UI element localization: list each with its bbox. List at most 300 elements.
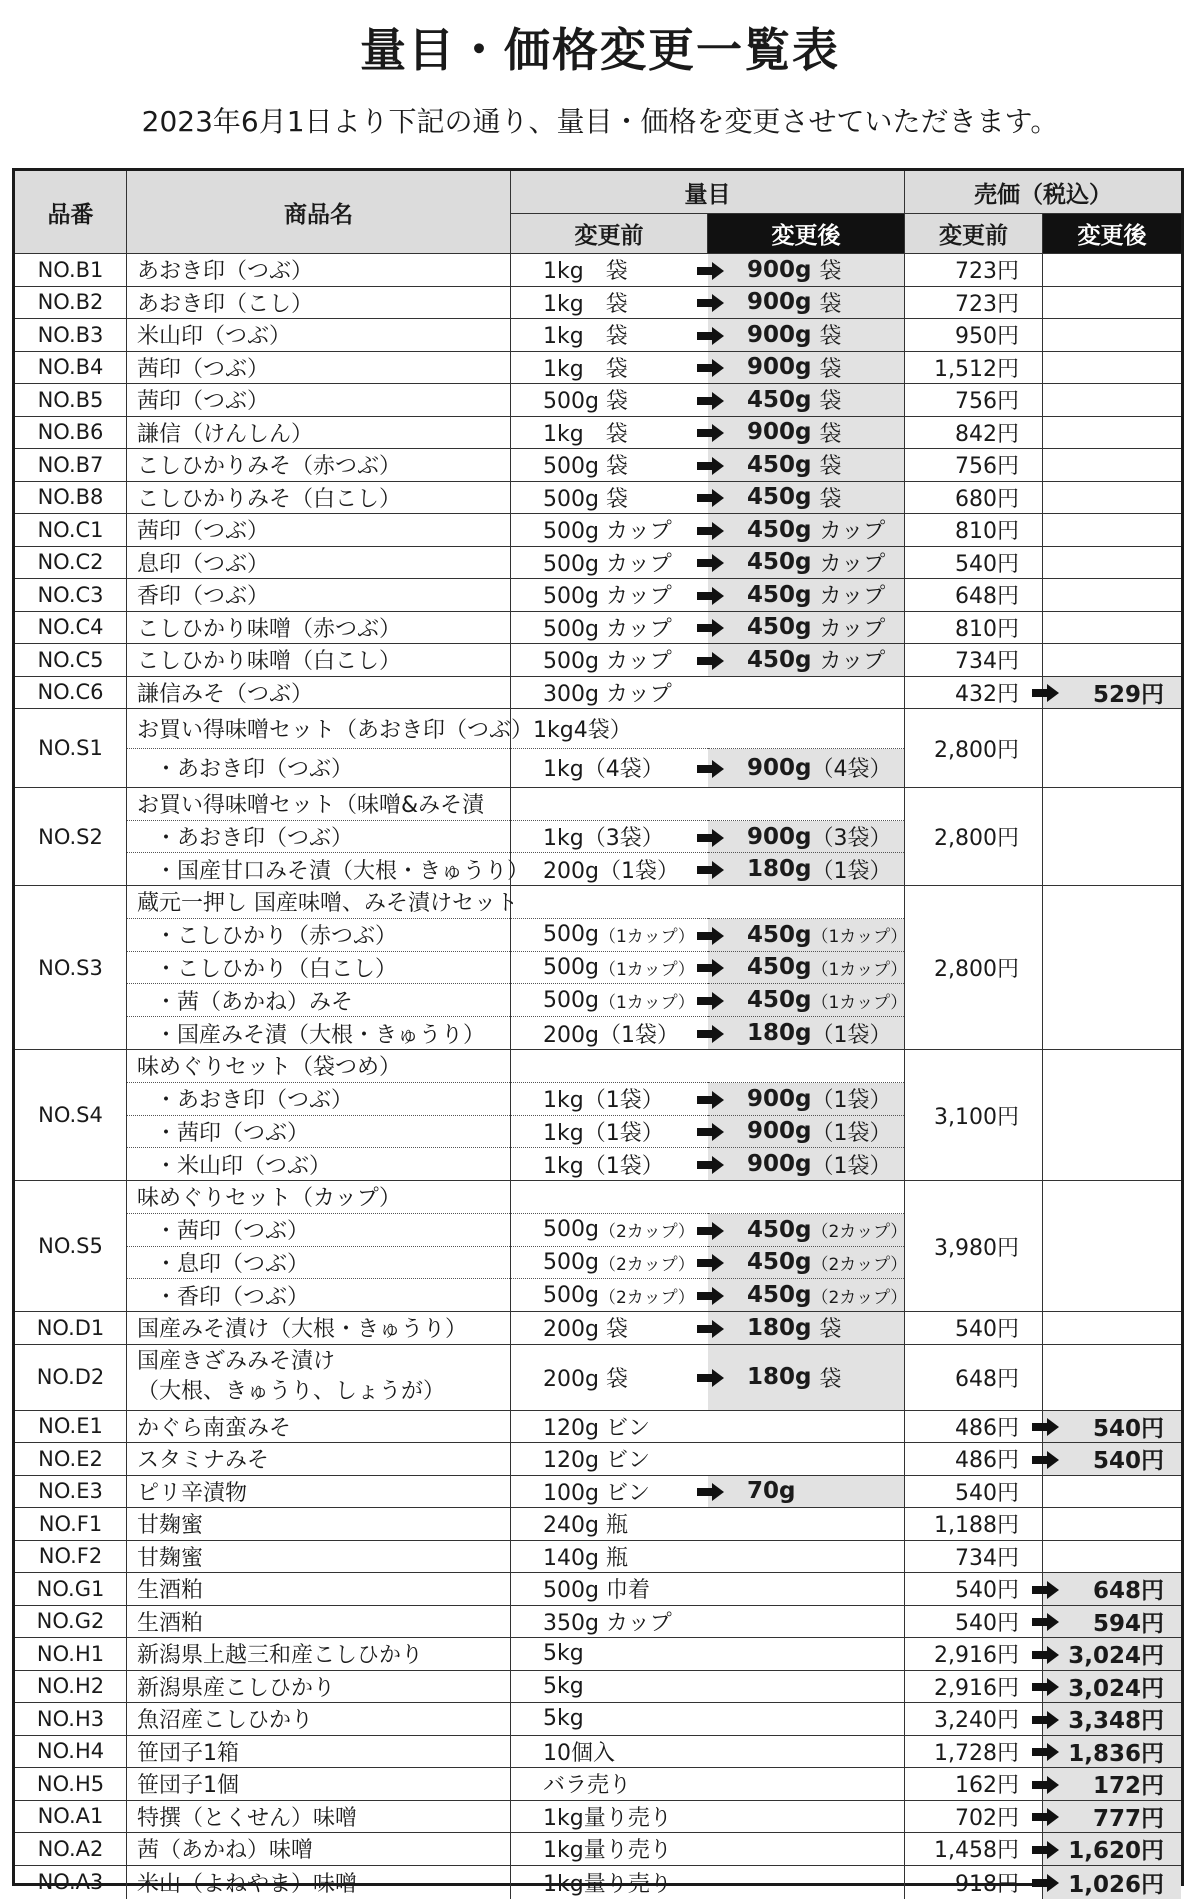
price-before: 486円 [905, 1443, 1043, 1475]
quantity-before: 1kg 袋 [511, 287, 708, 320]
quantity-after [708, 482, 905, 515]
product-code: NO.H4 [15, 1736, 127, 1769]
set-item-after [708, 919, 908, 952]
price-after-value: 1,620円 [1068, 1838, 1164, 1865]
quantity-before: バラ売り [511, 1768, 708, 1801]
quantity-before: 500g 袋 [511, 449, 708, 482]
quantity-after-unit: カップ [819, 584, 886, 610]
arrow-right-icon [1032, 1580, 1059, 1598]
quantity-before: 500g 袋 [511, 482, 708, 515]
quantity-after-unit: 袋 [819, 259, 842, 285]
set-code: NO.S4 [15, 1050, 127, 1181]
product-name: 甘麹蜜 [127, 1508, 511, 1541]
set-contents [127, 1181, 511, 1312]
set-item-before [511, 853, 708, 885]
product-code: NO.A1 [15, 1801, 127, 1834]
price-cell [905, 1573, 1181, 1606]
quantity-before: 500g カップ [511, 612, 708, 645]
set-item-before [511, 1116, 708, 1149]
quantity-after-unit: カップ [819, 519, 886, 545]
set-item-name: ・こしひかり（白こし） [127, 952, 510, 985]
set-item-after-unit: （1カップ） [811, 927, 908, 948]
quantity-before: 500g カップ [511, 644, 708, 677]
set-item-after [708, 984, 908, 1017]
product-name: スタミナみそ [127, 1443, 511, 1476]
set-quantity-before [511, 886, 708, 1050]
product-name: 香印（つぶ） [127, 579, 511, 612]
price-cell [905, 254, 1181, 287]
set-title-spacer [708, 1050, 904, 1083]
quantity-after [708, 1411, 905, 1444]
quantity-before: 1kg量り売り [511, 1833, 708, 1866]
set-title: お買い得味噌セット（味噌&みそ漬 [127, 788, 510, 821]
quantity-after [708, 1345, 905, 1411]
set-item-before [511, 1214, 708, 1247]
product-code: NO.A2 [15, 1833, 127, 1866]
quantity-after-value: 70g [747, 1478, 796, 1505]
quantity-after [708, 384, 905, 417]
arrow-right-icon [697, 261, 724, 279]
set-item-name: ・茜（あかね）みそ [127, 984, 510, 1017]
set-item-after-value: 900g [747, 1085, 812, 1112]
product-name: 笹団子1個 [127, 1768, 511, 1801]
set-item-before-value: 500g [543, 922, 599, 948]
price-cell [905, 1411, 1181, 1444]
product-name: あおき印（こし） [127, 287, 511, 320]
price-after [1043, 319, 1181, 351]
price-before: 648円 [905, 1345, 1043, 1410]
price-after [1043, 482, 1181, 514]
price-cell [905, 514, 1181, 547]
quantity-after-value: 450g [747, 386, 812, 413]
arrow-right-icon [697, 1482, 724, 1500]
quantity-after-unit: 袋 [819, 324, 842, 350]
arrow-right-icon [697, 828, 724, 846]
price-cell [905, 1866, 1181, 1899]
quantity-before: 500g カップ [511, 547, 708, 580]
price-after [1043, 254, 1181, 286]
arrow-right-icon [1032, 1807, 1059, 1825]
set-item-after-unit: （2カップ） [811, 1287, 908, 1308]
product-code: NO.G2 [15, 1606, 127, 1639]
set-item-name: ・国産みそ漬（大根・きゅうり） [155, 1022, 486, 1048]
set-item-after [708, 1148, 904, 1180]
arrow-right-icon [1032, 1612, 1059, 1630]
quantity-before: 5kg [511, 1638, 708, 1671]
arrow-right-icon [697, 618, 724, 636]
quantity-after-value: 450g [747, 516, 812, 543]
price-after [1043, 1476, 1181, 1508]
quantity-after-value: 900g [747, 256, 812, 283]
set-item-before [511, 952, 708, 985]
price-before: 2,800円 [905, 886, 1043, 1049]
quantity-after-value: 450g [747, 451, 812, 478]
header-price-after: 変更後 [1043, 214, 1181, 253]
arrow-right-icon [697, 553, 724, 571]
price-before: 734円 [905, 644, 1043, 676]
product-code: NO.C3 [15, 579, 127, 612]
set-item-after-value: 900g [747, 754, 812, 781]
set-item-name: ・息印（つぶ） [127, 1247, 510, 1280]
price-cell [905, 1476, 1181, 1509]
price-after [1043, 287, 1181, 319]
price-after [1043, 1606, 1181, 1638]
price-after [1043, 1050, 1181, 1180]
set-quantity-after [708, 1181, 908, 1312]
price-before: 1,728円 [905, 1736, 1043, 1768]
arrow-right-icon [697, 1368, 724, 1386]
price-cell [905, 1541, 1181, 1574]
arrow-right-icon [1032, 1873, 1059, 1891]
set-quantity-after [708, 709, 905, 788]
set-title: お買い得味噌セット（あおき印（つぶ）1kg4袋） [127, 709, 510, 749]
product-code: NO.H2 [15, 1671, 127, 1704]
set-item-before-unit: （1カップ） [598, 959, 695, 980]
set-item-after-unit: （1袋） [811, 1153, 892, 1179]
arrow-right-icon [697, 586, 724, 604]
header-code: 品番 [15, 171, 127, 254]
product-name-line2: （大根、きゅうり、しょうが） [137, 1379, 446, 1404]
arrow-right-icon [697, 1155, 724, 1173]
quantity-before: 500g 巾着 [511, 1573, 708, 1606]
price-before: 540円 [905, 1312, 1043, 1344]
price-after [1043, 1508, 1181, 1540]
quantity-after [708, 352, 905, 385]
price-cell [905, 644, 1181, 677]
set-item-before [511, 1279, 708, 1311]
quantity-before: 1kg 袋 [511, 352, 708, 385]
set-item-before-value: 200g（1袋） [543, 858, 679, 884]
arrow-right-icon [1032, 1450, 1059, 1468]
product-code: NO.B5 [15, 384, 127, 417]
set-item-name: ・茜印（つぶ） [127, 1214, 510, 1247]
price-cell [905, 319, 1181, 352]
quantity-after [708, 1833, 905, 1866]
quantity-after [708, 1801, 905, 1834]
set-item-name: ・茜印（つぶ） [127, 1116, 510, 1149]
set-item-before-value: 200g（1袋） [543, 1022, 679, 1048]
set-item-name: ・こしひかり（赤つぶ） [127, 919, 510, 952]
product-name: 新潟県産こしひかり [127, 1671, 511, 1704]
arrow-right-icon [697, 358, 724, 376]
arrow-right-icon [697, 1221, 724, 1239]
arrow-right-icon [697, 958, 724, 976]
quantity-after [708, 579, 905, 612]
set-contents [127, 1050, 511, 1181]
quantity-after [708, 287, 905, 320]
set-item-before [511, 1148, 708, 1180]
price-after-value: 3,348円 [1068, 1708, 1164, 1735]
set-item-after-unit: （4袋） [811, 757, 892, 783]
set-title-spacer [708, 709, 904, 749]
arrow-right-icon [697, 651, 724, 669]
set-item-after [708, 821, 904, 854]
notice-text: 2023年6月1日より下記の通り、量目・価格を変更させていただきます。 [141, 105, 1059, 138]
arrow-right-icon [1032, 1645, 1059, 1663]
product-code: NO.H1 [15, 1638, 127, 1671]
set-item-before-unit: （1カップ） [598, 927, 695, 948]
price-after [1043, 1703, 1181, 1735]
set-item-after-value: 900g [747, 1118, 812, 1145]
price-after-value: 540円 [1092, 1448, 1164, 1475]
price-cell [905, 482, 1181, 515]
price-after-value: 594円 [1092, 1610, 1164, 1637]
price-cell [905, 1638, 1181, 1671]
set-quantity-after [708, 788, 905, 886]
quantity-after [708, 1541, 905, 1574]
set-item-after-unit: （2カップ） [811, 1254, 908, 1275]
set-title-spacer [511, 1181, 708, 1214]
price-before: 2,800円 [905, 709, 1043, 787]
header-price: 売価（税込） [905, 171, 1181, 214]
set-contents [127, 788, 530, 886]
price-cell [905, 1312, 1181, 1345]
price-before: 756円 [905, 384, 1043, 416]
set-item-after [708, 853, 904, 885]
price-cell [905, 1508, 1181, 1541]
product-code: NO.B4 [15, 352, 127, 385]
set-item-before-value: 1kg（3袋） [543, 826, 664, 851]
quantity-after [708, 644, 905, 677]
product-code: NO.C1 [15, 514, 127, 547]
set-item-after-unit: （3袋） [811, 826, 892, 851]
price-before: 2,916円 [905, 1671, 1043, 1703]
product-name: 国産みそ漬け（大根・きゅうり） [127, 1312, 511, 1345]
quantity-after-unit: 袋 [819, 1366, 842, 1392]
price-cell [905, 1606, 1181, 1639]
arrow-right-icon [1032, 1417, 1059, 1435]
quantity-before: 200g 袋 [511, 1312, 708, 1345]
product-name: 生酒粕 [127, 1606, 511, 1639]
set-item-name: ・あおき印（つぶ） [127, 821, 510, 854]
set-item-after-value: 900g [747, 823, 812, 850]
price-before: 1,188円 [905, 1508, 1043, 1540]
set-title: 蔵元一押し 国産味噌、みそ漬けセット [127, 886, 510, 919]
price-after [1043, 1768, 1181, 1800]
price-after [1043, 709, 1181, 787]
arrow-right-icon [697, 488, 724, 506]
price-before: 918円 [905, 1866, 1043, 1899]
product-code: NO.F2 [15, 1541, 127, 1574]
quantity-before: 1kg 袋 [511, 417, 708, 450]
set-code: NO.S2 [15, 788, 127, 886]
quantity-after-value: 900g [747, 419, 812, 446]
arrow-right-icon [697, 1253, 724, 1271]
product-name: こしひかりみそ（赤つぶ） [127, 449, 511, 482]
set-item-after [708, 1279, 908, 1311]
set-title-spacer [708, 788, 904, 821]
quantity-after [708, 547, 905, 580]
set-item-name: ・米山印（つぶ） [155, 1153, 332, 1179]
quantity-after [708, 1476, 905, 1509]
price-after [1043, 1411, 1181, 1443]
arrow-right-icon [697, 926, 724, 944]
quantity-before: 200g 袋 [511, 1345, 708, 1411]
set-item-before-unit: （1カップ） [598, 992, 695, 1013]
product-name: 新潟県上越三和産こしひかり [127, 1638, 511, 1671]
set-title-spacer [511, 1050, 708, 1083]
set-quantity-before [511, 1181, 708, 1312]
quantity-before: 1kg量り売り [511, 1801, 708, 1834]
product-name: 謙信（けんしん） [127, 417, 511, 450]
price-after [1043, 1801, 1181, 1833]
price-before: 702円 [905, 1801, 1043, 1833]
product-code: NO.H3 [15, 1703, 127, 1736]
price-after [1043, 1573, 1181, 1605]
set-item-after-value: 450g [747, 987, 812, 1014]
price-before: 648円 [905, 579, 1043, 611]
product-code: NO.B7 [15, 449, 127, 482]
product-name: 笹団子1箱 [127, 1736, 511, 1769]
set-item-after-value: 450g [747, 921, 812, 948]
set-item-before [511, 919, 708, 952]
arrow-right-icon [697, 1319, 724, 1337]
price-after [1043, 417, 1181, 449]
arrow-right-icon [1032, 1775, 1059, 1793]
price-before: 810円 [905, 514, 1043, 546]
price-cell [905, 1345, 1181, 1411]
set-title-spacer [511, 709, 708, 749]
price-before: 1,458円 [905, 1833, 1043, 1865]
set-title-spacer [511, 788, 708, 821]
product-code: NO.B1 [15, 254, 127, 287]
product-name: 茜印（つぶ） [127, 514, 511, 547]
quantity-before: 500g カップ [511, 579, 708, 612]
price-before: 486円 [905, 1411, 1043, 1443]
quantity-after-unit: 袋 [819, 486, 842, 512]
arrow-right-icon [697, 326, 724, 344]
arrow-right-icon [697, 1286, 724, 1304]
price-cell [905, 547, 1181, 580]
price-after-value: 172円 [1092, 1773, 1164, 1800]
product-name: 謙信みそ（つぶ） [127, 677, 511, 710]
product-name-line1: 国産きざみみそ漬け [137, 1349, 336, 1374]
product-code: NO.B8 [15, 482, 127, 515]
quantity-before: 1kg 袋 [511, 319, 708, 352]
quantity-after [708, 1573, 905, 1606]
quantity-before: 10個入 [511, 1736, 708, 1769]
product-name: 魚沼産こしひかり [127, 1703, 511, 1736]
set-item-after [708, 1214, 908, 1247]
price-after-value: 540円 [1092, 1415, 1164, 1442]
product-name: かぐら南蛮みそ [127, 1411, 511, 1444]
price-after-value: 777円 [1092, 1805, 1164, 1832]
set-item-before-value: 500g [543, 1217, 599, 1243]
product-name: 甘麹蜜 [127, 1541, 511, 1574]
price-after [1043, 384, 1181, 416]
price-after [1043, 1312, 1181, 1344]
price-after [1043, 547, 1181, 579]
price-before: 540円 [905, 1606, 1043, 1638]
set-item-after-value: 900g [747, 1151, 812, 1178]
price-before: 432円 [905, 677, 1043, 709]
quantity-before: 1kg量り売り [543, 1871, 672, 1897]
price-after [1043, 612, 1181, 644]
price-before: 842円 [905, 417, 1043, 449]
price-after-value: 3,024円 [1068, 1675, 1164, 1702]
set-item-after [708, 1247, 908, 1280]
quantity-after [708, 514, 905, 547]
price-after-value: 1,026円 [1068, 1871, 1164, 1898]
quantity-before: 300g カップ [511, 677, 708, 710]
set-item-before [511, 984, 708, 1017]
price-cell [905, 1050, 1181, 1181]
arrow-right-icon [1032, 1742, 1059, 1760]
price-after [1043, 1541, 1181, 1573]
price-after [1043, 1671, 1181, 1703]
set-item-after [708, 952, 908, 985]
quantity-after [708, 1443, 905, 1476]
product-code: NO.D1 [15, 1312, 127, 1345]
price-cell [905, 1703, 1181, 1736]
quantity-before: 350g カップ [511, 1606, 708, 1639]
quantity-before: 500g 袋 [511, 384, 708, 417]
quantity-after-value: 900g [747, 354, 812, 381]
quantity-after [708, 1736, 905, 1769]
set-title: 味めぐりセット（カップ） [127, 1181, 510, 1214]
product-code: NO.H5 [15, 1768, 127, 1801]
set-quantity-before [511, 788, 708, 886]
arrow-right-icon [697, 391, 724, 409]
price-before: 723円 [905, 254, 1043, 286]
arrow-right-icon [697, 293, 724, 311]
product-name: 茜印（つぶ） [127, 352, 511, 385]
set-item-before [511, 821, 708, 854]
price-cell [905, 886, 1181, 1050]
price-before: 3,980円 [905, 1181, 1043, 1311]
price-before: 680円 [905, 482, 1043, 514]
page-title: 量目・価格変更一覧表 [360, 23, 840, 77]
price-after [1043, 677, 1181, 709]
product-name: ピリ辛漬物 [127, 1476, 511, 1509]
set-item-after-value: 450g [747, 954, 812, 981]
price-after [1043, 1443, 1181, 1475]
set-item-after [708, 1017, 904, 1049]
price-cell [905, 579, 1181, 612]
product-code: NO.C6 [15, 677, 127, 710]
set-item-before-unit: （2カップ） [598, 1222, 695, 1243]
set-item-before-unit: （2カップ） [598, 1287, 695, 1308]
set-item-after-value: 450g [747, 1282, 812, 1309]
quantity-before: 140g 瓶 [511, 1541, 708, 1574]
quantity-after [708, 449, 905, 482]
set-item-before [511, 1083, 708, 1116]
arrow-right-icon [1032, 683, 1059, 701]
quantity-after [708, 1671, 905, 1704]
quantity-after-value: 450g [747, 646, 812, 673]
product-name: 茜（あかね）味噌 [127, 1833, 511, 1866]
product-name: こしひかり味噌（白こし） [127, 644, 511, 677]
price-before: 950円 [905, 319, 1043, 351]
product-code: NO.C5 [15, 644, 127, 677]
price-after [1043, 579, 1181, 611]
quantity-after-value: 900g [747, 321, 812, 348]
quantity-after-unit: 袋 [819, 454, 842, 480]
set-quantity-before [511, 1050, 708, 1181]
quantity-before: 120g ビン [511, 1443, 708, 1476]
set-item-after [708, 749, 904, 788]
product-code: NO.E2 [15, 1443, 127, 1476]
arrow-right-icon [697, 423, 724, 441]
set-item-before-value: 1kg（1袋） [543, 1153, 664, 1179]
quantity-after [708, 1606, 905, 1639]
arrow-right-icon [697, 860, 724, 878]
quantity-after-unit: カップ [819, 649, 886, 675]
arrow-right-icon [697, 456, 724, 474]
quantity-after-value: 180g [747, 1364, 812, 1390]
set-item-before-value: 1kg（1袋） [543, 1120, 664, 1146]
set-item-before [511, 1247, 708, 1280]
